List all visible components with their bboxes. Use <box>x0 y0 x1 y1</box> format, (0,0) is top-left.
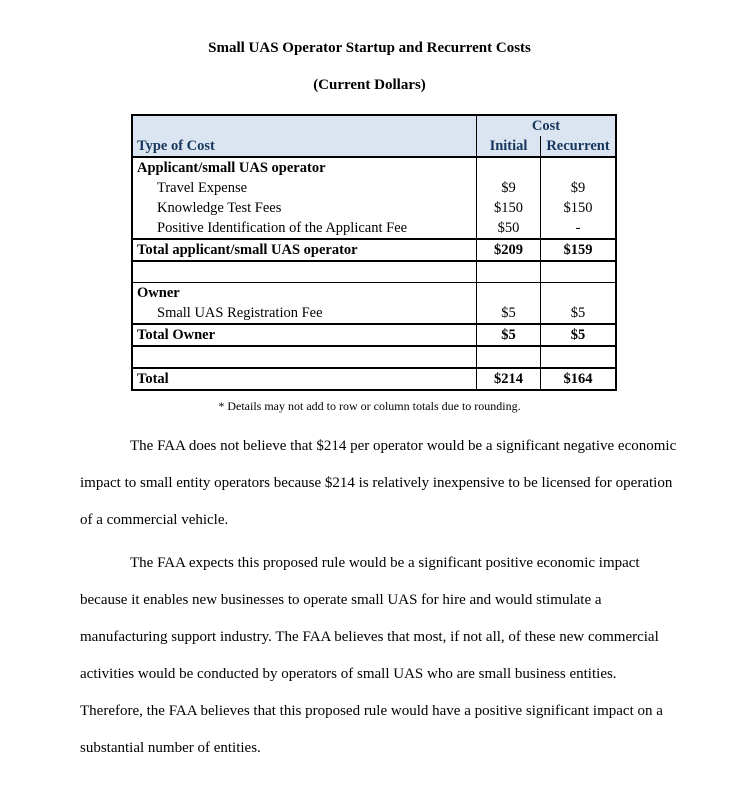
table-row <box>132 303 616 324</box>
row-initial: $50 <box>477 218 541 239</box>
row-initial: $9 <box>477 178 541 198</box>
cost-table <box>131 114 617 391</box>
row-label: Total applicant/small UAS operator <box>132 239 477 261</box>
row-initial: $150 <box>477 198 541 218</box>
table-header-row <box>132 136 616 157</box>
row-label: Total <box>132 368 477 390</box>
row-recurrent: $5 <box>541 303 617 324</box>
subtotal-row <box>132 324 616 346</box>
row-label: Travel Expense <box>157 180 248 196</box>
row-recurrent: $9 <box>541 178 617 198</box>
paragraph-text: The FAA does not believe that $214 per operator would be a significant negative economic impact to small entity operators because $214 is relatively inexpensive to be licensed for operation of a commercial vehicle. <box>80 438 677 528</box>
document-subtitle: (Current Dollars) <box>313 77 426 93</box>
table-footnote: * Details may not add to row or column totals due to rounding. <box>218 399 521 413</box>
row-recurrent: $159 <box>541 239 617 261</box>
document-title: Small UAS Operator Startup and Recurrent Costs <box>208 40 531 56</box>
grand-total-row <box>132 368 616 390</box>
row-label: Total Owner <box>132 324 477 346</box>
initial-header: Initial <box>477 136 541 157</box>
recurrent-header: Recurrent <box>541 136 617 157</box>
row-recurrent: $5 <box>541 324 617 346</box>
section-label: Applicant/small UAS operator <box>137 160 326 176</box>
type-of-cost-header: Type of Cost <box>132 136 477 157</box>
table-header-row <box>132 115 616 136</box>
row-label: Positive Identification of the Applicant Fee <box>157 220 408 236</box>
row-label: Small UAS Registration Fee <box>157 305 323 321</box>
table-row <box>132 218 616 239</box>
blank-row <box>132 346 616 368</box>
section-row <box>132 157 616 178</box>
cost-group-header: Cost <box>477 115 617 136</box>
paragraph <box>80 545 680 767</box>
table-row <box>132 198 616 218</box>
row-label: Knowledge Test Fees <box>157 200 282 216</box>
header-blank-cell <box>132 115 477 136</box>
section-row <box>132 283 616 304</box>
blank-row <box>132 261 616 283</box>
paragraph <box>80 428 680 539</box>
table-row <box>132 178 616 198</box>
paragraph-text: The FAA expects this proposed rule would be a significant positive economic impact because it enables new businesses to operate small UAS for hire and would stimulate a manufacturing support industry. The FAA believes that most, if not all, of these new commercial activities would be conducted by operators of small UAS who are small business entities. Therefore, the FAA believes that this proposed rule would have a positive significant impact on a substantial number of entities. <box>80 555 663 756</box>
row-initial: $209 <box>477 239 541 261</box>
row-initial: $5 <box>477 303 541 324</box>
row-initial: $5 <box>477 324 541 346</box>
row-initial: $214 <box>477 368 541 390</box>
row-recurrent: - <box>541 218 617 239</box>
section-label: Owner <box>137 285 180 301</box>
subtotal-row <box>132 239 616 261</box>
row-recurrent: $164 <box>541 368 617 390</box>
row-recurrent: $150 <box>541 198 617 218</box>
